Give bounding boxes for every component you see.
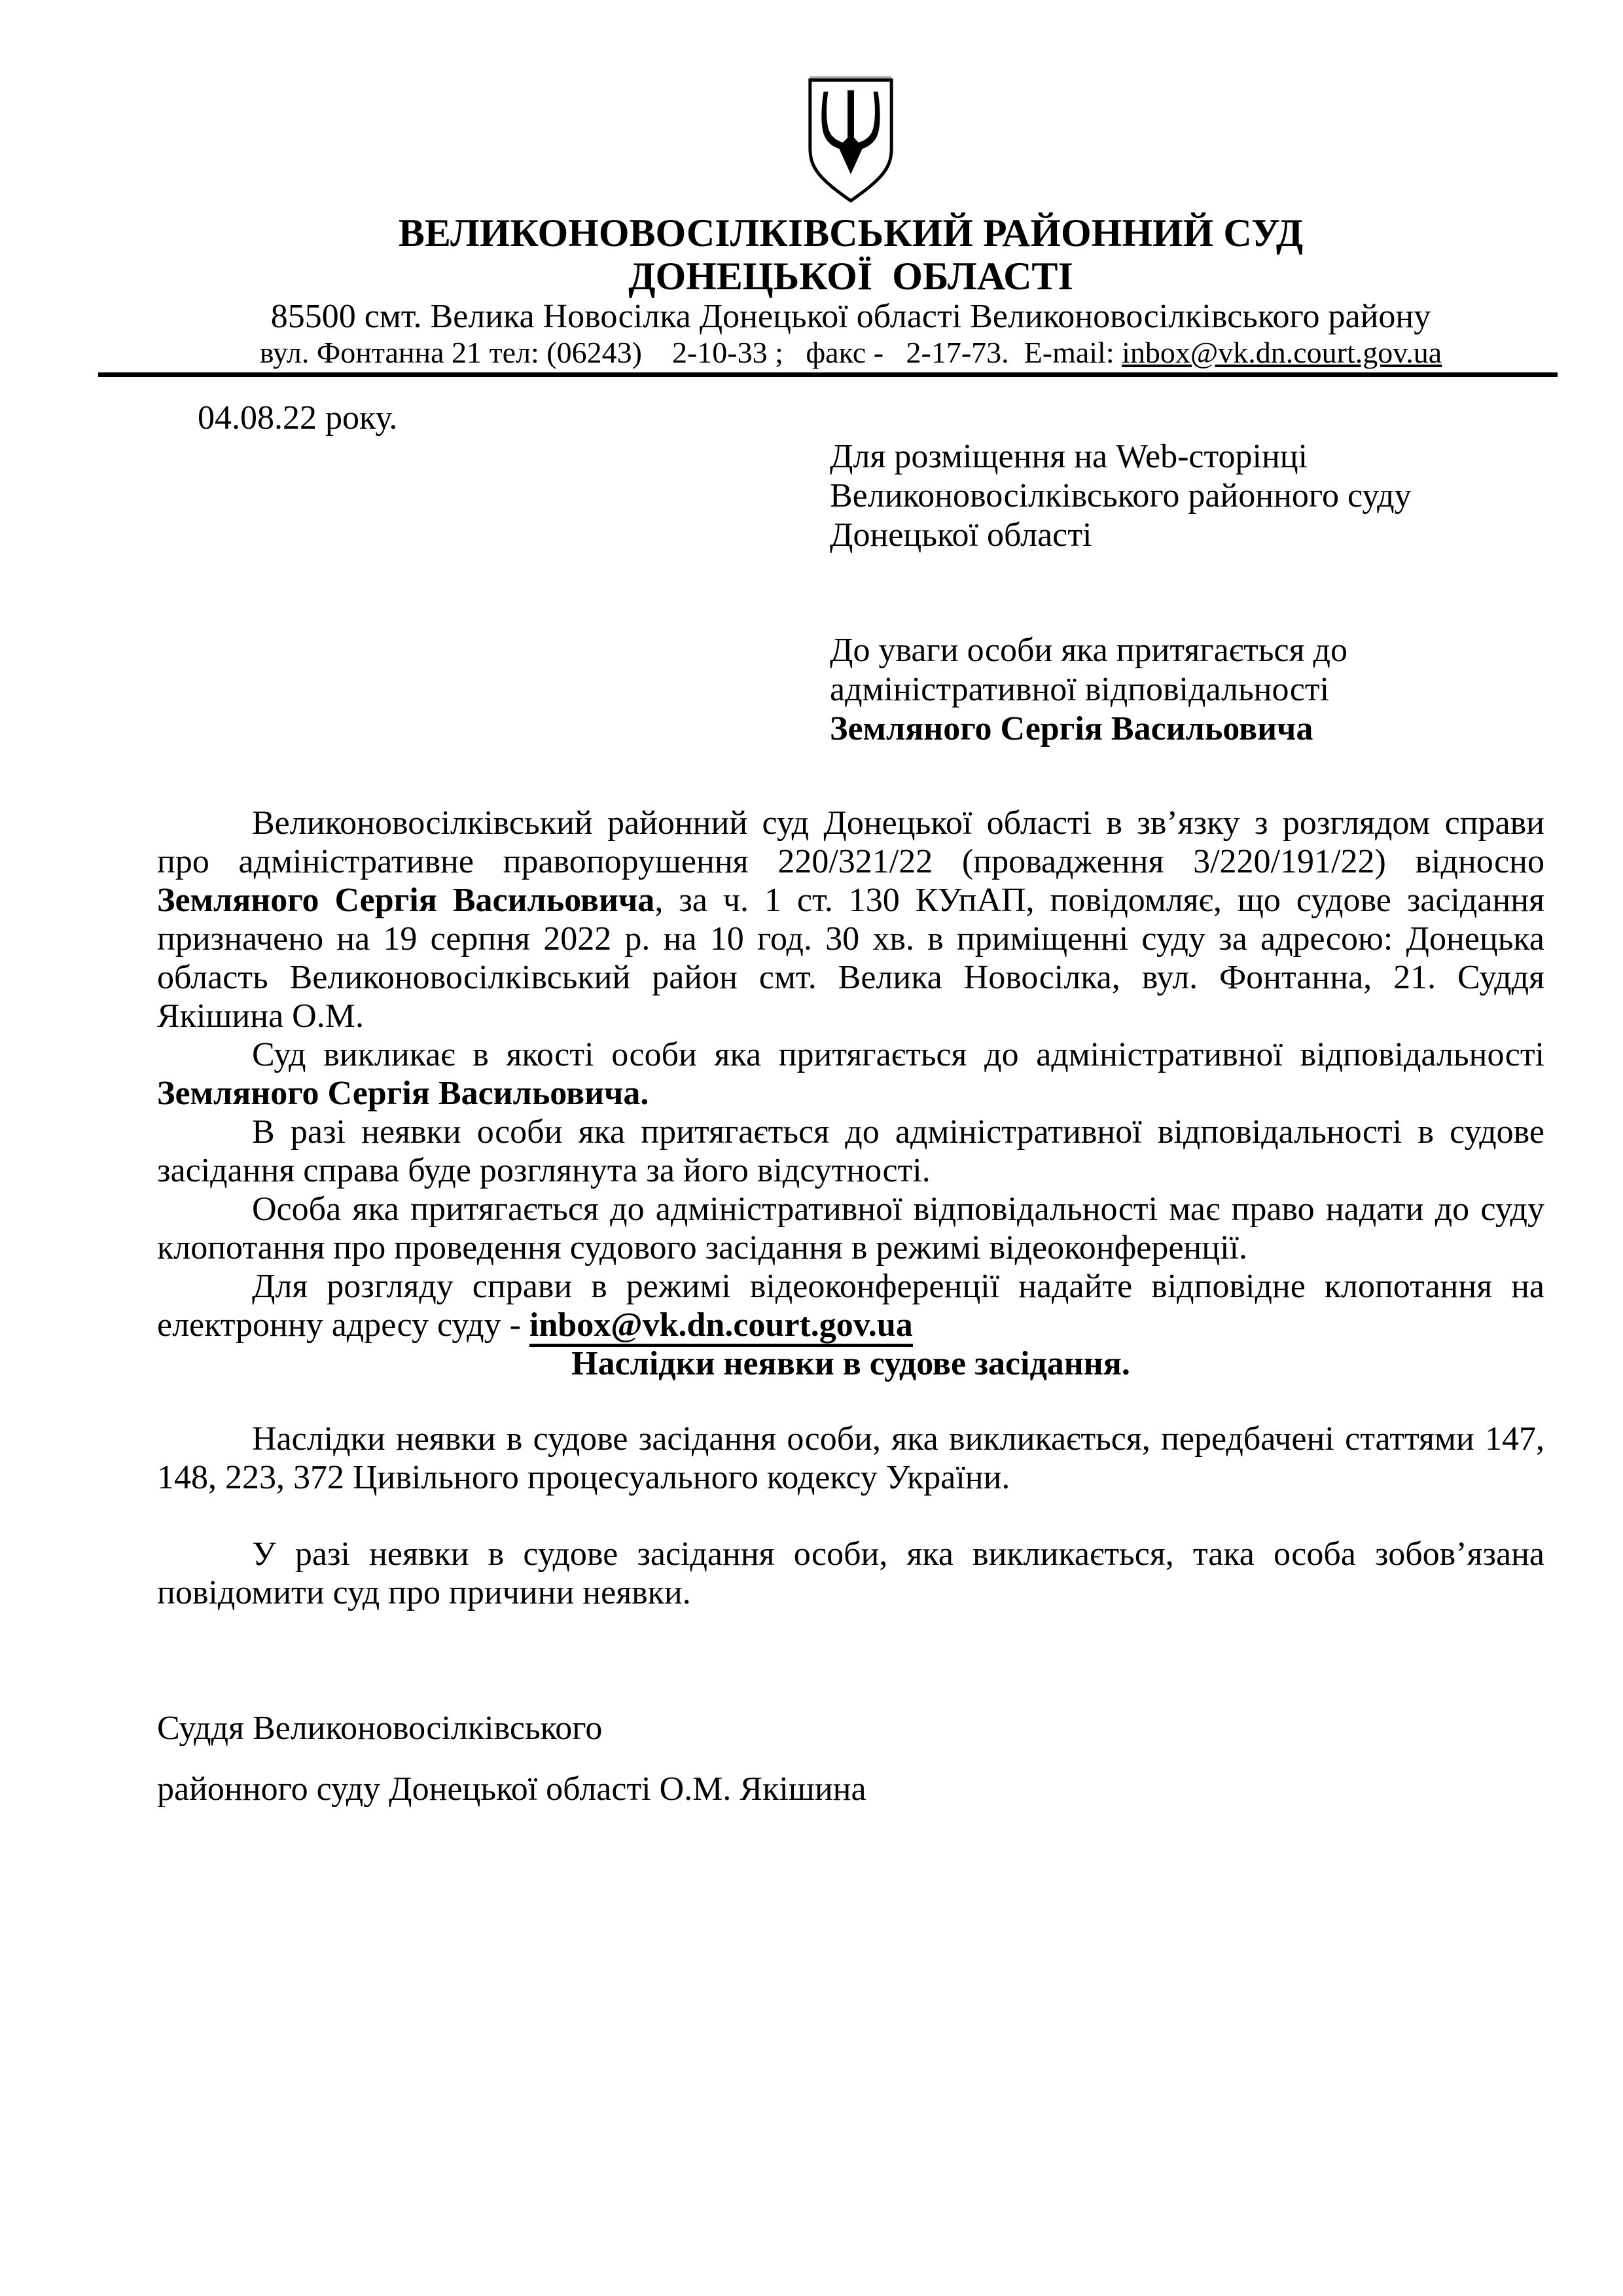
- consequences-heading: Наслідки неявки в судове засідання.: [571, 1345, 1130, 1382]
- person-name-bold: Земляного Сергія Васильовича.: [157, 1075, 649, 1112]
- signature-block: [157, 1709, 1544, 1808]
- paragraph-case-info: [157, 804, 1544, 1035]
- addressee-line: Для розміщення на Web-сторінці: [830, 438, 1308, 475]
- paragraph-text: , за ч. 1 ст. 130 КУпАП, повідомляє, що судове засідання призначено на 19 серпня 2022 р. на 10 год. 30 хв. в приміщенні суду за адресою: Донецька область Великоновосілківський район смт. Велика Новосілка, вул. Фонтанна, 21. Суддя Якішина О.М.: [157, 882, 1544, 1035]
- addressee-gap: [830, 555, 1544, 631]
- letterhead-divider: [98, 372, 1558, 377]
- person-name-bold: Земляного Сергія Васильовича: [157, 882, 655, 919]
- paragraph-consequences: Наслідки неявки в судове засідання особи, яка викликається, передбачені статтями 147, 148, 223, 372 Цивільного процесуального кодексу України.: [157, 1420, 1544, 1496]
- addressee-line: Донецької області: [830, 516, 1092, 554]
- paragraph-text: Для розгляду справи в режимі відеоконференції надайте відповідне клопотання на електронну адресу суду -: [157, 1268, 1544, 1344]
- signature-line2: районного суду Донецької області О.М. Якішина: [157, 1770, 866, 1808]
- paragraph-videoconference-request: [157, 1267, 1544, 1344]
- paragraph-absence: В разі неявки особи яка притягається до адміністративної відповідальності в судове засідання справа буде розглянута за його відсутності.: [157, 1113, 1544, 1189]
- paragraph-videoconference-right: Особа яка притягається до адміністративної відповідальності має право надати до суду клопотання про проведення судового засідання в режимі відеоконференції.: [157, 1191, 1544, 1266]
- addressee-person-name: Земляного Сергія Васильовича: [830, 710, 1313, 747]
- paragraph-notify-obligation: У разі неявки в судове засідання особи, яка викликається, така особа зобов’язана повідомити суд про причини неявки.: [157, 1535, 1544, 1611]
- court-address-line: 85500 смт. Велика Новосілка Донецької області Великоновосілківського району: [270, 298, 1431, 335]
- paragraph-summons: [157, 1035, 1544, 1113]
- addressee-line: адміністративної відповідальності: [830, 671, 1330, 708]
- contact-text: вул. Фонтанна 21 тел: (06243) 2-10-33 ; факс - 2-17-73. E-mail:: [259, 336, 1122, 369]
- ukraine-trident-icon: [802, 75, 899, 206]
- signature-line1: Суддя Великоновосілківського: [157, 1710, 603, 1747]
- paragraph-text: Суд викликає в якості особи яка притягається до адміністративної відповідальності: [252, 1036, 1544, 1073]
- letterhead: [157, 75, 1544, 377]
- addressee-block: [830, 437, 1544, 749]
- addressee-line: До уваги особи яка притягається до: [830, 632, 1347, 669]
- court-name-line2: ДОНЕЦЬКОЇ ОБЛАСТІ: [628, 255, 1073, 298]
- letter-date: 04.08.22 року.: [198, 399, 398, 437]
- addressee-line: Великоновосілківського районного суду: [830, 477, 1412, 514]
- paragraph-text: Великоновосілківський районний суд Донецької області в зв’язку з розглядом справи про адміністративне правопорушення 220/321/22 (провадження 3/220/191/22) відносно: [157, 804, 1544, 880]
- letter-body: [157, 804, 1544, 1612]
- court-name-line1: ВЕЛИКОНОВОСІЛКІВСЬКИЙ РАЙОННИЙ СУД: [398, 211, 1304, 255]
- court-email-bold: inbox@vk.dn.court.gov.ua: [529, 1306, 913, 1347]
- court-contact-line: [157, 336, 1544, 370]
- court-email: inbox@vk.dn.court.gov.ua: [1122, 336, 1442, 369]
